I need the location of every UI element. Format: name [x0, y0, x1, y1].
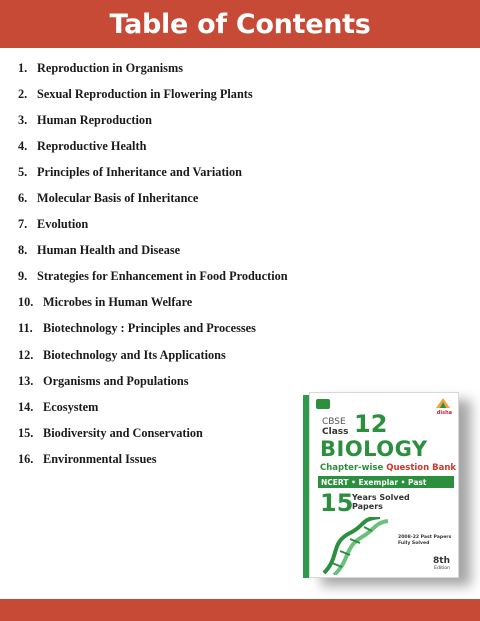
- publisher-logo-icon: [436, 398, 450, 410]
- toc-item-number: 5.: [18, 164, 28, 179]
- toc-item: [18, 394, 288, 420]
- book-years-line2: Papers: [352, 502, 383, 511]
- book-subtitle-accent: Question Bank: [386, 463, 457, 473]
- toc-item: [18, 342, 288, 368]
- series-logo-icon: [316, 399, 330, 409]
- book-note-line2: Fully Solved: [398, 541, 430, 546]
- book-subtitle-main: Chapter-wise: [320, 463, 384, 473]
- toc-item-number: 3.: [18, 112, 28, 127]
- toc-item: [18, 316, 288, 342]
- book-features-bar: NCERT • Exemplar • Past: [318, 476, 454, 488]
- toc-item: [18, 264, 288, 290]
- toc-item-number: 4.: [18, 138, 28, 153]
- toc-item-title: Strategies for Enhancement in Food Production: [37, 269, 288, 284]
- toc-item: [18, 159, 288, 185]
- toc-item-title: Biodiversity and Conservation: [43, 425, 203, 440]
- publisher-name: disha: [436, 410, 452, 416]
- toc-item-title: Microbes in Human Welfare: [43, 295, 193, 310]
- toc-item-number: 7.: [18, 217, 28, 232]
- toc-item-number: 14.: [18, 399, 34, 414]
- toc-item: [18, 446, 288, 472]
- toc-item: [18, 212, 288, 238]
- book-subject: BIOLOGY: [320, 437, 428, 461]
- toc-item: [18, 55, 288, 81]
- book-class-number: 12: [354, 410, 388, 438]
- toc-item-number: 15.: [18, 425, 34, 440]
- book-board: CBSE: [322, 417, 346, 427]
- book-cover: [309, 392, 459, 578]
- dna-helix-icon: [320, 517, 390, 575]
- toc-item-number: 8.: [18, 243, 28, 258]
- book-class-label: Class: [322, 427, 349, 437]
- toc-item: [18, 290, 288, 316]
- book-years-number: 15: [320, 489, 354, 517]
- toc-item: [18, 368, 288, 394]
- toc-item-number: 13.: [18, 373, 34, 388]
- toc-item-title: Molecular Basis of Inheritance: [37, 191, 199, 206]
- book-edition-label: Edition: [434, 566, 450, 571]
- toc-item-number: 6.: [18, 191, 28, 206]
- toc-item-number: 1.: [18, 60, 28, 75]
- toc-item-number: 9.: [18, 269, 28, 284]
- toc-item-title: Sexual Reproduction in Flowering Plants: [37, 86, 253, 101]
- page-title: Table of Contents: [109, 8, 371, 40]
- book-note: [398, 535, 451, 547]
- header-banner: [0, 0, 480, 48]
- toc-item-title: Organisms and Populations: [43, 373, 189, 388]
- toc-item: [18, 238, 288, 264]
- book-note-line1: 2008-22 Past Papers: [398, 535, 452, 540]
- toc-item: [18, 107, 288, 133]
- toc-item-title: Evolution: [37, 217, 89, 232]
- toc-item-title: Biotechnology and Its Applications: [43, 347, 226, 362]
- toc-item-title: Human Health and Disease: [37, 243, 181, 258]
- book-years-line1: Years Solved: [352, 493, 410, 502]
- toc-item-number: 10.: [18, 295, 34, 310]
- toc-item-number: 2.: [18, 86, 28, 101]
- toc-item-title: Principles of Inheritance and Variation: [37, 164, 242, 179]
- book-edition: [433, 557, 450, 571]
- toc-item: [18, 420, 288, 446]
- toc-item-title: Biotechnology : Principles and Processes: [43, 321, 256, 336]
- toc-item-number: 16.: [18, 451, 34, 466]
- toc-item: [18, 133, 288, 159]
- toc-item: [18, 185, 288, 211]
- toc-item-title: Reproductive Health: [37, 138, 147, 153]
- footer-banner: [0, 599, 480, 621]
- toc-item: [18, 81, 288, 107]
- toc-item-number: 12.: [18, 347, 34, 362]
- book-edition-number: 8th: [433, 556, 450, 566]
- toc-list: [18, 55, 288, 473]
- book-years-text: [352, 493, 410, 511]
- toc-item-title: Environmental Issues: [43, 451, 157, 466]
- toc-item-title: Human Reproduction: [37, 112, 152, 127]
- toc-item-title: Reproduction in Organisms: [37, 60, 183, 75]
- toc-item-number: 11.: [18, 321, 33, 336]
- toc-item-title: Ecosystem: [43, 399, 99, 414]
- book-subtitle: [320, 463, 456, 473]
- book-cover-image: [309, 392, 459, 578]
